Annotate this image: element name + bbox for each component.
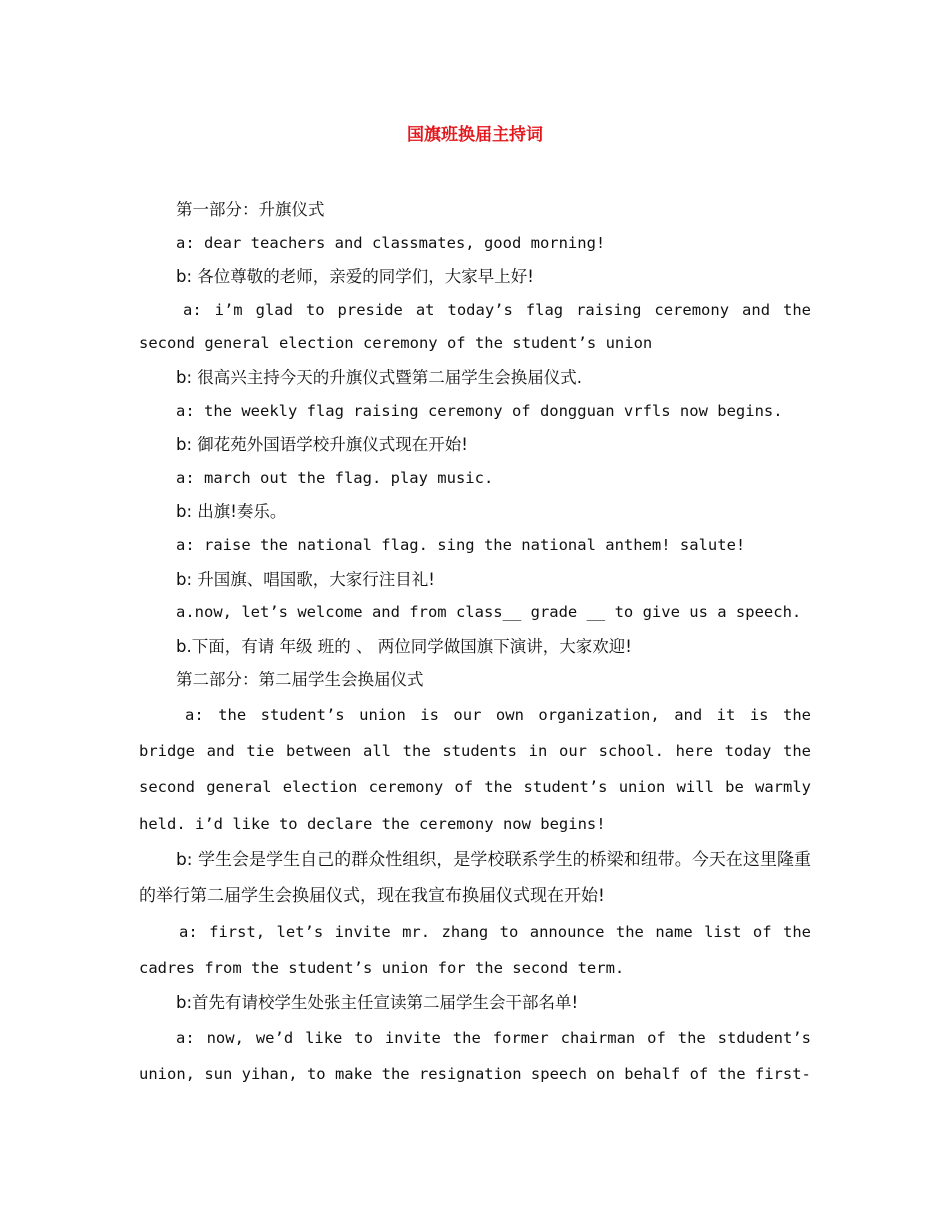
script-line: a: dear teachers and classmates, good morning! bbox=[176, 233, 606, 252]
script-line: a: the weekly flag raising ceremony of dongguan vrfls now begins. bbox=[176, 401, 783, 420]
script-line: a.now, let’s welcome and from class__ grade __ to give us a speech. bbox=[176, 603, 802, 622]
document-body bbox=[139, 193, 811, 1092]
section-heading: 第二部分：第二届学生会换届仪式 bbox=[176, 670, 424, 690]
script-line: b: 御花苑外国语学校升旗仪式现在开始! bbox=[176, 435, 468, 455]
script-paragraph: b: 学生会是学生自己的群众性组织，是学校联系学生的桥梁和纽带。今天在这里隆重的举行第二届学生会换届仪式，现在我宣布换届仪式现在开始! bbox=[139, 849, 811, 906]
script-line: b: 各位尊敬的老师，亲爱的同学们，大家早上好! bbox=[176, 267, 534, 287]
script-line: second general election ceremony of the student’s union bbox=[139, 334, 653, 353]
script-line: b: 很高兴主持今天的升旗仪式暨第二届学生会换届仪式. bbox=[176, 367, 583, 387]
script-line: b:首先有请校学生处张主任宣读第二届学生会干部名单! bbox=[176, 993, 579, 1013]
script-line: b.下面，有请 年级 班的 、 两位同学做国旗下演讲，大家欢迎! bbox=[176, 636, 632, 656]
script-line: b: 升国旗、唱国歌，大家行注目礼! bbox=[176, 569, 435, 589]
script-paragraph: a: the student’s union is our own organization, and it is the bridge and tie between all the students in our school. here today the second general election ceremony of the student’s union will be warmly held. i’d like to declare the ceremony now begins! bbox=[139, 705, 811, 833]
document-title: 国旗班换届主持词 bbox=[407, 125, 543, 145]
script-line: a: march out the flag. play music. bbox=[176, 468, 494, 487]
section-heading: 第一部分：升旗仪式 bbox=[176, 200, 325, 219]
script-line: a: raise the national flag. sing the national anthem! salute! bbox=[176, 535, 746, 554]
script-paragraph: a: now, we’d like to invite the former chairman of the stdudent’s union, sun yihan, to make the resignation speech on behalf of the first- bbox=[139, 1028, 811, 1083]
script-line: b: 出旗!奏乐。 bbox=[176, 502, 287, 522]
script-paragraph: a: first, let’s invite mr. zhang to announce the name list of the cadres from the student’s union for the second term. bbox=[139, 922, 811, 977]
script-line: a: i’m glad to preside at today’s flag raising ceremony and the bbox=[183, 300, 811, 319]
